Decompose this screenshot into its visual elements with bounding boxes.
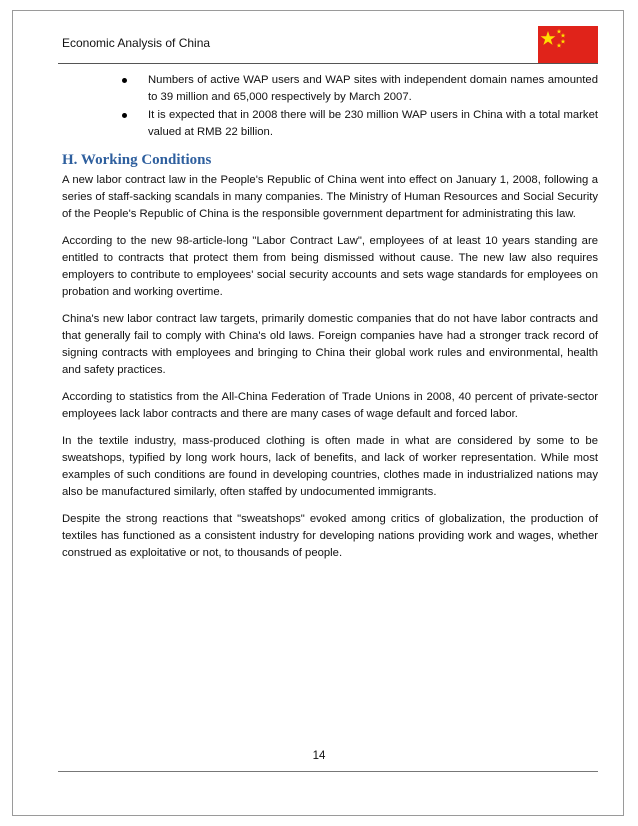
paragraph: In the textile industry, mass-produced clothing is often made in what are considered by some to be sweatshops, typified by long work hours, lack of benefits, and lack of worker representation. While most examples of such conditions are found in developing countries, clothes made in industrialized nations may also be manufactured similarly, often staffed by undocumented immigrants. [62,435,598,498]
bullet-item [148,107,598,141]
paragraph: According to the new 98-article-long "Labor Contract Law", employees of at least 10 years standing are entitled to contracts that protect them from being dismissed without cause. The new law also requires employers to contribute to employees' social security accounts and sets wage standards for employees on probation and working overtime. [62,235,598,298]
bullet-icon [122,78,127,83]
header-title: Economic Analysis of China [62,36,211,50]
paragraph: China's new labor contract law targets, primarily domestic companies that do not have labor contracts and that generally fail to comply with China's old laws. Foreign companies have had a stronger track record of signing contracts with employees and bringing to China their global work rules and environmental, health and safety practices. [62,313,598,376]
section-heading: H. Working Conditions [62,152,212,168]
bullet-item [148,72,598,106]
footer-divider [58,771,598,772]
bullet-list [62,72,598,141]
bullet-text: It is expected that in 2008 there will be 230 million WAP users in China with a total market valued at RMB 22 billion. [148,109,598,138]
paragraph: Despite the strong reactions that "sweatshops" evoked among critics of globalization, the production of textiles has functioned as a consistent industry for developing nations providing work and wages, whether construed as exploitative or not, to thousands of people. [62,513,598,559]
header-divider [58,63,598,64]
page-number: 14 [312,750,326,762]
paragraph: According to statistics from the All-China Federation of Trade Unions in 2008, 40 percent of private-sector employees lack labor contracts and there are many cases of wage default and forced labor. [62,391,598,420]
china-flag-icon [538,26,598,64]
bullet-icon [122,113,127,118]
paragraph: A new labor contract law in the People's Republic of China went into effect on January 1, 2008, following a series of staff-sacking scandals in many companies. The Ministry of Human Resources and Social Security of the People's Republic of China is the responsible government department for administrating this law. [62,174,598,220]
bullet-text: Numbers of active WAP users and WAP sites with independent domain names amounted to 39 million and 65,000 respectively by March 2007. [148,74,598,103]
page-body [62,72,598,572]
